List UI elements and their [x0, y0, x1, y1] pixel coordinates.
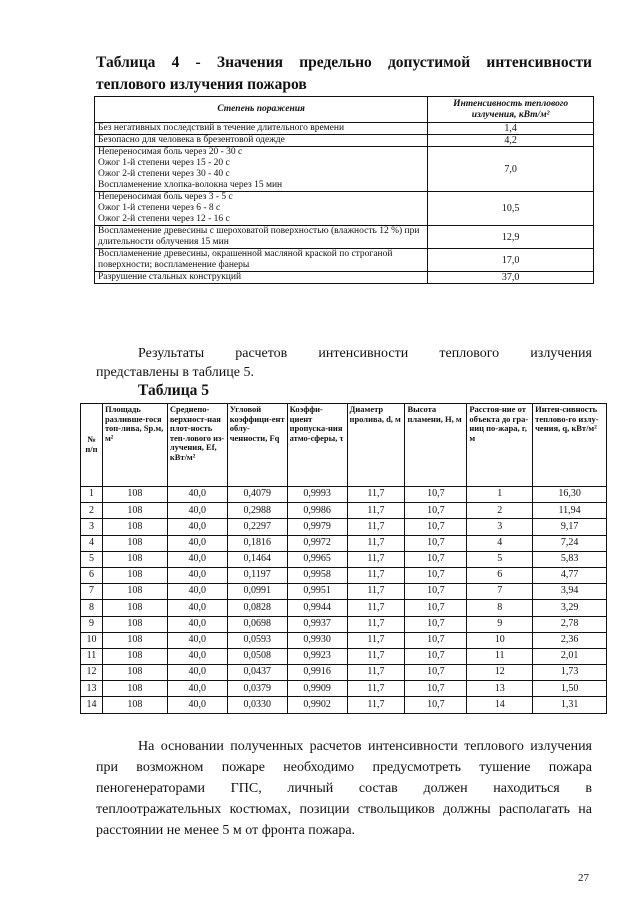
table5-cell: 11,7: [347, 632, 405, 648]
table5-cell: 8: [467, 600, 533, 616]
table4-value-cell: 4,2: [428, 135, 594, 147]
table5-header-cell: Интен-сивность теплово-го излу-чения, q, кВт/м²: [533, 404, 607, 487]
table4: [94, 96, 594, 284]
table5-header-cell: Диаметр пролива, d, м: [347, 404, 405, 487]
table5-cell: 108: [102, 697, 167, 713]
table5-cell: 108: [102, 632, 167, 648]
table5-row: [81, 567, 607, 583]
table4-row: [95, 249, 594, 272]
table4-degree-cell: [95, 249, 428, 272]
table5-row: [81, 519, 607, 535]
table5-cell: 3: [467, 519, 533, 535]
table5-cell: 40,0: [167, 503, 227, 519]
table4-degree-line: Без негативных последствий в течение длительного времени: [98, 123, 345, 133]
table5-cell: 40,0: [167, 648, 227, 664]
table5-cell: 11,7: [347, 600, 405, 616]
table5-cell: 0,9944: [287, 600, 347, 616]
table5-cell: 11,7: [347, 665, 405, 681]
table4-degree-line: Непереносимая боль через 20 - 30 с: [98, 147, 243, 157]
table5-cell: 7,24: [533, 535, 607, 551]
table5-cell: 3,94: [533, 584, 607, 600]
table5-cell: 5,83: [533, 551, 607, 567]
table5-cell: 0,9930: [287, 632, 347, 648]
table5-cell: 10,7: [405, 681, 467, 697]
table4-degree-cell: [95, 147, 428, 192]
table5-cell: 1,50: [533, 681, 607, 697]
table5-cell: 11,7: [347, 519, 405, 535]
table5-row: [81, 681, 607, 697]
table5-cell: 2,78: [533, 616, 607, 632]
table5-cell: 6: [467, 567, 533, 583]
table5-cell: 40,0: [167, 665, 227, 681]
table5-cell: 108: [102, 519, 167, 535]
table5-cell: 0,2988: [227, 503, 287, 519]
table5-cell: 10,7: [405, 665, 467, 681]
table5-row: [81, 632, 607, 648]
table4-value-cell: 12,9: [428, 226, 594, 249]
table5-cell: 11: [467, 648, 533, 664]
table5-cell: 108: [102, 487, 167, 503]
page-number: 27: [578, 872, 589, 884]
table5-cell: 4: [81, 535, 103, 551]
table5-cell: 9: [81, 616, 103, 632]
table4-degree-line: Воспламенение древесины, окрашенной масляной краской по строганой поверхности; воспламенение фанеры: [98, 249, 393, 270]
table4-degree-line: Воспламенение хлопка-волокна через 15 мин: [98, 180, 283, 190]
table5-cell: 0,1197: [227, 567, 287, 583]
table5-cell: 2: [81, 503, 103, 519]
table5-cell: 0,1816: [227, 535, 287, 551]
table5-cell: 0,0698: [227, 616, 287, 632]
table5-cell: 108: [102, 551, 167, 567]
table5-cell: 0,9993: [287, 487, 347, 503]
table5-cell: 108: [102, 616, 167, 632]
table5-cell: 1: [81, 487, 103, 503]
table5-row: [81, 503, 607, 519]
table5-cell: 9: [467, 616, 533, 632]
table5-cell: 40,0: [167, 535, 227, 551]
paragraph-conclusion: [96, 736, 592, 841]
table5-cell: 12: [467, 665, 533, 681]
table5-cell: 0,0379: [227, 681, 287, 697]
table5-cell: 1,31: [533, 697, 607, 713]
table5-cell: 0,9923: [287, 648, 347, 664]
table5-cell: 40,0: [167, 519, 227, 535]
table5-cell: 10: [467, 632, 533, 648]
table5-header-cell: Коэффи-циент пропуска-ния атмо-сферы, τ: [287, 404, 347, 487]
paragraph-results-line2: представлены в таблице 5.: [96, 365, 254, 380]
table5-cell: 0,9965: [287, 551, 347, 567]
table4-row: [95, 272, 594, 284]
table5: [80, 403, 607, 714]
table4-title: [96, 52, 592, 96]
table5-cell: 0,4079: [227, 487, 287, 503]
table4-value-cell: 37,0: [428, 272, 594, 284]
table5-cell: 16,30: [533, 487, 607, 503]
table5-cell: 11,7: [347, 616, 405, 632]
table4-degree-line: Ожог 1-й степени через 15 - 20 с: [98, 158, 230, 168]
table5-header-cell: Среднепо-верхност-ная плот-ность теп-лового из-лучения, Ef, кВт/м²: [167, 404, 227, 487]
table5-cell: 14: [81, 697, 103, 713]
table4-degree-line: Воспламенение древесины с шероховатой поверхностью (влажность 12 %) при длительности облучения 15 мин: [98, 226, 420, 247]
table5-cell: 40,0: [167, 551, 227, 567]
table5-cell: 5: [467, 551, 533, 567]
paragraph-conclusion-line: пеногенераторами ГПС, личный состав должен находиться в: [96, 781, 592, 796]
table5-cell: 10,7: [405, 519, 467, 535]
table5-cell: 0,0593: [227, 632, 287, 648]
table5-cell: 7: [81, 584, 103, 600]
table5-header-row: [81, 404, 607, 487]
table5-body: [81, 487, 607, 714]
table5-header-cell: Угловой коэффици-ент облу-ченности, Fq: [227, 404, 287, 487]
table5-cell: 5: [81, 551, 103, 567]
table5-cell: 11,7: [347, 648, 405, 664]
table5-cell: 108: [102, 584, 167, 600]
table4-row: [95, 226, 594, 249]
table5-row: [81, 600, 607, 616]
table5-row: [81, 584, 607, 600]
table4-degree-cell: [95, 123, 428, 135]
table5-cell: 108: [102, 648, 167, 664]
table5-row: [81, 616, 607, 632]
table5-cell: 0,9979: [287, 519, 347, 535]
table5-cell: 10,7: [405, 487, 467, 503]
table5-cell: 11,7: [347, 567, 405, 583]
table5-cell: 12: [81, 665, 103, 681]
table5-cell: 11: [81, 648, 103, 664]
table4-degree-line: Разрушение стальных конструкций: [98, 272, 242, 282]
table5-cell: 0,9916: [287, 665, 347, 681]
table5-row: [81, 487, 607, 503]
table4-row: [95, 192, 594, 226]
table5-cell: 10,7: [405, 632, 467, 648]
table5-cell: 0,2297: [227, 519, 287, 535]
table5-cell: 10,7: [405, 616, 467, 632]
table5-cell: 11,7: [347, 535, 405, 551]
table5-row: [81, 551, 607, 567]
table5-cell: 10: [81, 632, 103, 648]
table4-value-cell: 1,4: [428, 123, 594, 135]
table5-cell: 8: [81, 600, 103, 616]
table5-cell: 108: [102, 535, 167, 551]
table5-cell: 10,7: [405, 584, 467, 600]
table5-row: [81, 535, 607, 551]
paragraph-conclusion-line: На основании полученных расчетов интенсивности теплового излучения: [138, 739, 592, 754]
table4-value-cell: 10,5: [428, 192, 594, 226]
table5-cell: 4,77: [533, 567, 607, 583]
table4-degree-line: Ожог 1-й степени через 6 - 8 с: [98, 203, 221, 213]
table4-degree-line: Безопасно для человека в брезентовой одежде: [98, 135, 285, 145]
table5-header-cell: Площадь разливше-гося топ-лива, Sр.м, м²: [102, 404, 167, 487]
table5-cell: 11,7: [347, 681, 405, 697]
table5-cell: 10,7: [405, 648, 467, 664]
paragraph-results-line1: Результаты расчетов интенсивности теплового излучения: [138, 346, 592, 361]
table4-row: [95, 123, 594, 135]
table5-cell: 108: [102, 503, 167, 519]
table5-cell: 0,0508: [227, 648, 287, 664]
table5-cell: 108: [102, 567, 167, 583]
table5-row: [81, 697, 607, 713]
table4-degree-line: Ожог 2-й степени через 12 - 16 с: [98, 214, 230, 224]
table4-row: [95, 147, 594, 192]
table4-degree-cell: [95, 135, 428, 147]
table5-header-cell: № п/п: [81, 404, 103, 487]
table4-body: [95, 123, 594, 284]
table4-degree-cell: [95, 272, 428, 284]
table5-cell: 108: [102, 665, 167, 681]
table4-header-degree: Степень поражения: [95, 97, 428, 123]
table5-cell: 40,0: [167, 632, 227, 648]
table5-cell: 11,7: [347, 697, 405, 713]
table5-cell: 0,9909: [287, 681, 347, 697]
table5-cell: 0,9958: [287, 567, 347, 583]
table5-cell: 7: [467, 584, 533, 600]
table5-row: [81, 665, 607, 681]
table5-cell: 40,0: [167, 584, 227, 600]
table5-cell: 4: [467, 535, 533, 551]
paragraph-conclusion-line: теплоотражательных костюмах, позиции ствольщиков должны располагать на: [96, 802, 592, 817]
table5-cell: 13: [467, 681, 533, 697]
table5-row: [81, 648, 607, 664]
table5-cell: 0,0991: [227, 584, 287, 600]
table4-value-cell: 17,0: [428, 249, 594, 272]
table5-cell: 0,0330: [227, 697, 287, 713]
table4-value-cell: 7,0: [428, 147, 594, 192]
table5-cell: 3,29: [533, 600, 607, 616]
table5-cell: 40,0: [167, 600, 227, 616]
table5-cell: 40,0: [167, 697, 227, 713]
table5-cell: 40,0: [167, 487, 227, 503]
table5-cell: 1: [467, 487, 533, 503]
table5-cell: 11,7: [347, 487, 405, 503]
table5-header-cell: Высота пламени, Н, м: [405, 404, 467, 487]
table4-degree-cell: [95, 226, 428, 249]
table4-title-line1: Таблица 4 - Значения предельно допустимой интенсивности: [96, 54, 592, 71]
paragraph-conclusion-line: при возможном пожаре необходимо предусмотреть тушение пожара: [96, 760, 592, 775]
table5-cell: 108: [102, 681, 167, 697]
table5-cell: 0,0828: [227, 600, 287, 616]
table5-cell: 10,7: [405, 551, 467, 567]
table5-cell: 13: [81, 681, 103, 697]
table5-cell: 9,17: [533, 519, 607, 535]
table5-cell: 11,94: [533, 503, 607, 519]
table5-cell: 11,7: [347, 503, 405, 519]
table5-cell: 0,0437: [227, 665, 287, 681]
table5-header-cell: Расстоя-ние от объекта до гра-ниц по-жара, r, м: [467, 404, 533, 487]
table4-header-intensity: Интенсивность теплового излучения, кВт/м²: [428, 97, 594, 123]
table5-cell: 10,7: [405, 697, 467, 713]
table5-cell: 11,7: [347, 551, 405, 567]
table5-cell: 14: [467, 697, 533, 713]
table5-cell: 10,7: [405, 503, 467, 519]
table4-degree-line: Непереносимая боль через 3 - 5 с: [98, 192, 233, 202]
table5-cell: 10,7: [405, 567, 467, 583]
table4-degree-cell: [95, 192, 428, 226]
table5-cell: 11,7: [347, 584, 405, 600]
paragraph-results: [96, 344, 592, 382]
paragraph-conclusion-line: расстоянии не менее 5 м от фронта пожара.: [96, 823, 356, 838]
table5-cell: 2: [467, 503, 533, 519]
table5-cell: 6: [81, 567, 103, 583]
table5-cell: 0,9951: [287, 584, 347, 600]
table5-cell: 3: [81, 519, 103, 535]
table5-cell: 10,7: [405, 535, 467, 551]
table5-cell: 0,1464: [227, 551, 287, 567]
table5-cell: 40,0: [167, 681, 227, 697]
table4-degree-line: Ожог 2-й степени через 30 - 40 с: [98, 169, 230, 179]
table5-cell: 0,9986: [287, 503, 347, 519]
table4-title-line2: теплового излучения пожаров: [96, 76, 307, 93]
table5-cell: 10,7: [405, 600, 467, 616]
table5-cell: 108: [102, 600, 167, 616]
table5-cell: 0,9972: [287, 535, 347, 551]
table5-cell: 2,01: [533, 648, 607, 664]
table5-cell: 1,73: [533, 665, 607, 681]
table5-cell: 0,9902: [287, 697, 347, 713]
table5-cell: 0,9937: [287, 616, 347, 632]
table5-cell: 40,0: [167, 616, 227, 632]
table4-row: [95, 135, 594, 147]
table5-cell: 40,0: [167, 567, 227, 583]
table5-cell: 2,36: [533, 632, 607, 648]
table5-title: Таблица 5: [138, 382, 209, 399]
